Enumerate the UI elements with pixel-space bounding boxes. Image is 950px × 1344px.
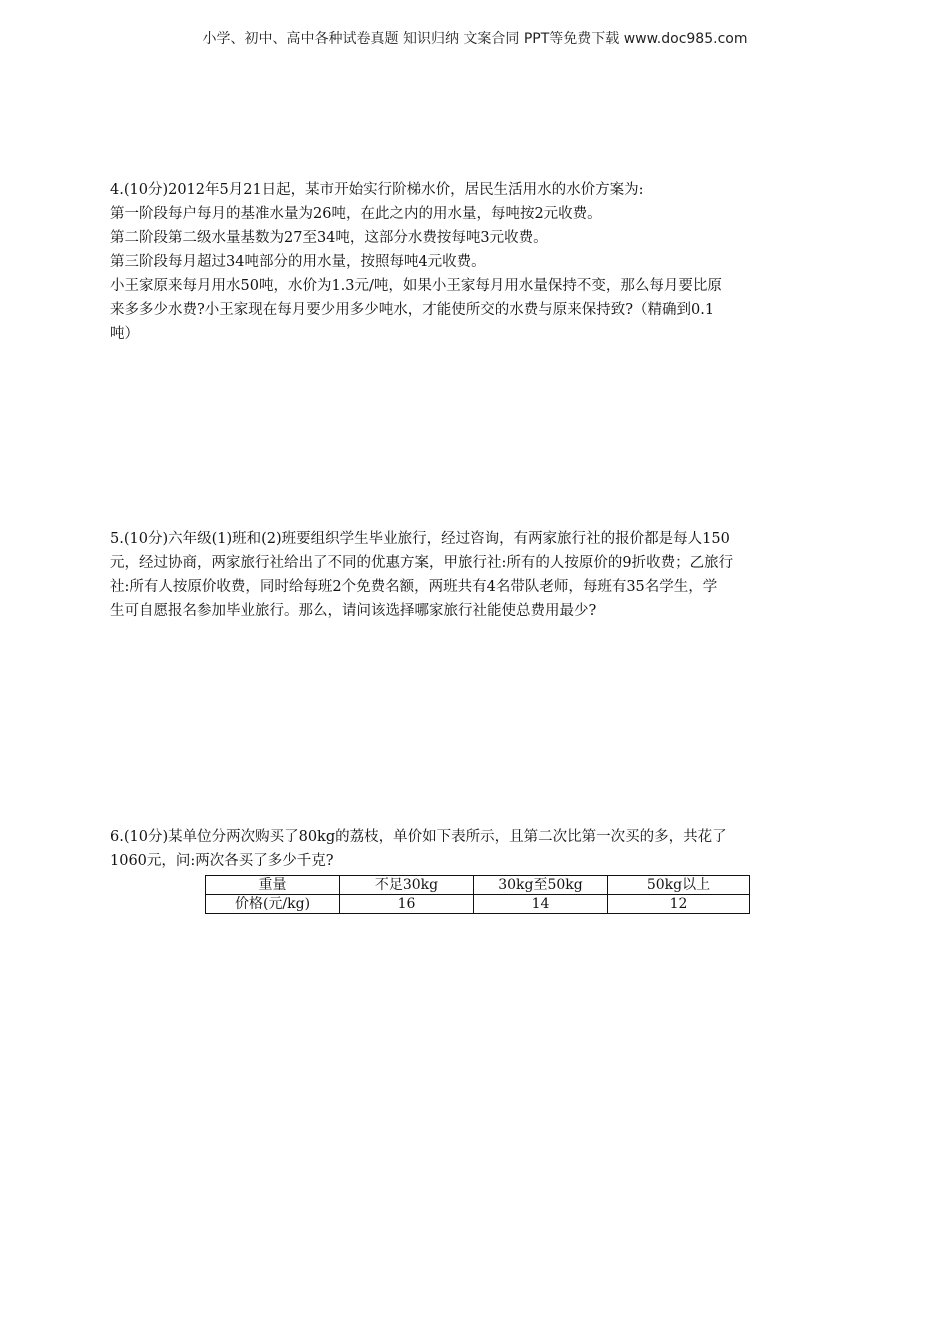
price-table xyxy=(205,875,750,914)
table-cell: 14 xyxy=(474,895,608,914)
problem-5-line: 社:所有人按原价收费，同时给每班2个免费名额，两班共有4名带队老师，每班有35名学生，学 xyxy=(110,579,718,595)
table-cell: 价格(元/kg) xyxy=(206,895,340,914)
problem-6-line: 6.(10分)某单位分两次购买了80kg的荔枝，单价如下表所示，且第二次比第一次买的多，共花了 xyxy=(110,829,727,845)
problem-4-line: 第一阶段每户每月的基准水量为26吨，在此之内的用水量，每吨按2元收费。 xyxy=(110,206,602,222)
table-row xyxy=(206,876,750,895)
table-cell: 50kg以上 xyxy=(608,876,750,895)
problem-4-line: 吨） xyxy=(110,326,139,342)
problem-4-line: 4.(10分)2012年5月21日起，某市开始实行阶梯水价，居民生活用水的水价方案为: xyxy=(110,182,644,198)
problem-6-line: 1060元，问:两次各买了多少千克? xyxy=(110,853,334,869)
problem-4-line: 小王家原来每月用水50吨，水价为1.3元/吨，如果小王家每月用水量保持不变，那么每月要比原 xyxy=(110,278,722,294)
table-cell: 12 xyxy=(608,895,750,914)
problem-5-line: 5.(10分)六年级(1)班和(2)班要组织学生毕业旅行，经过咨询，有两家旅行社的报价都是每人150 xyxy=(110,531,730,547)
table-cell: 不足30kg xyxy=(340,876,474,895)
problem-4 xyxy=(110,178,845,346)
table-row xyxy=(206,895,750,914)
problem-4-line: 第二阶段第二级水量基数为27至34吨，这部分水费按每吨3元收费。 xyxy=(110,230,548,246)
problem-4-line: 来多多少水费?小王家现在每月要少用多少吨水，才能使所交的水费与原来保持致?（精确到0.1 xyxy=(110,302,715,318)
problem-6 xyxy=(110,825,845,914)
table-cell: 30kg至50kg xyxy=(474,876,608,895)
problem-5-line: 元，经过协商，两家旅行社给出了不同的优惠方案，甲旅行社:所有的人按原价的9折收费；乙旅行 xyxy=(110,555,734,571)
table-cell: 16 xyxy=(340,895,474,914)
problem-5-line: 生可自愿报名参加毕业旅行。那么，请问该选择哪家旅行社能使总费用最少? xyxy=(110,603,597,619)
page-header: 小学、初中、高中各种试卷真题 知识归纳 文案合同 PPT等免费下载 www.doc985.com xyxy=(202,31,748,47)
table-cell: 重量 xyxy=(206,876,340,895)
problem-5 xyxy=(110,527,845,623)
problem-4-line: 第三阶段每月超过34吨部分的用水量，按照每吨4元收费。 xyxy=(110,254,486,270)
